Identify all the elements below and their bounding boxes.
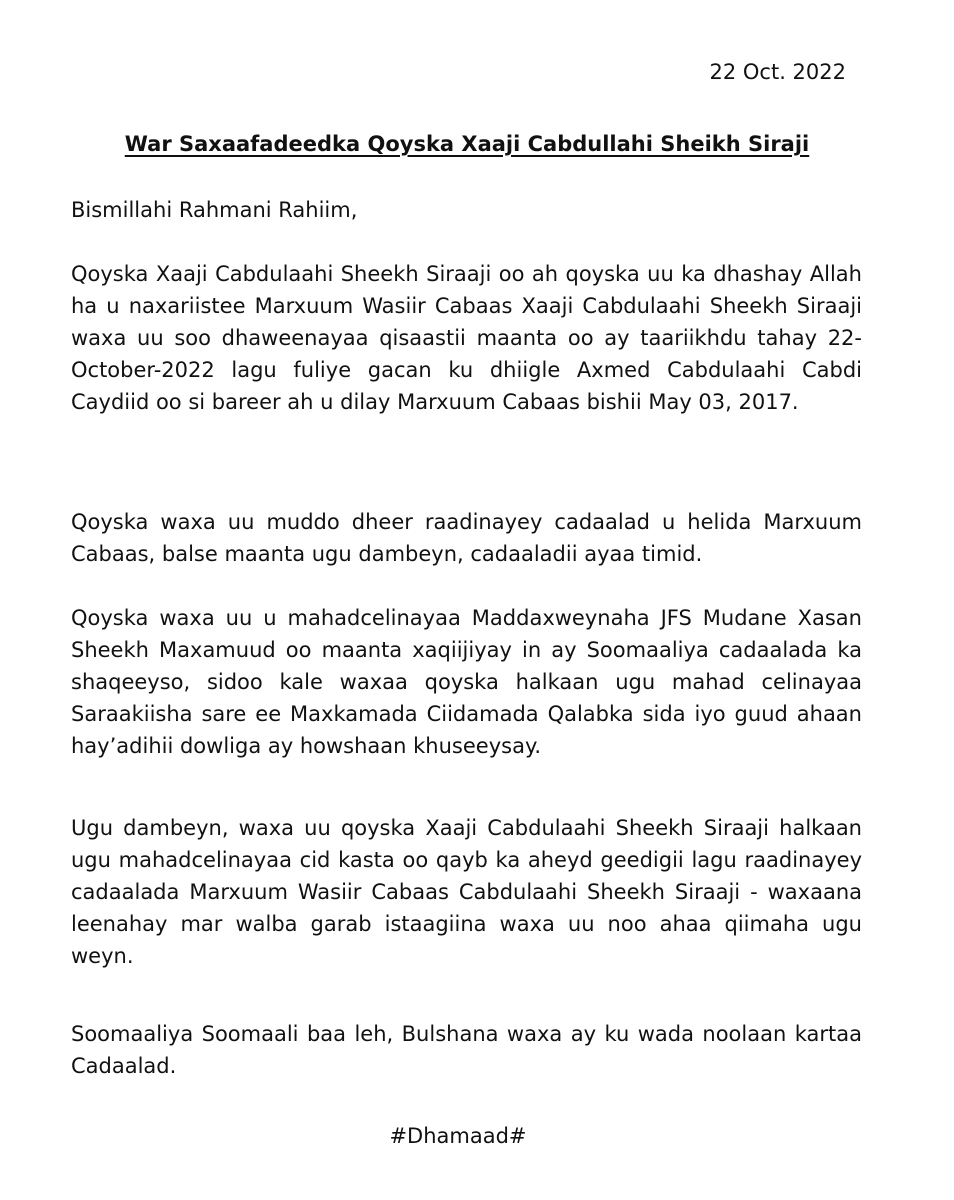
paragraph-1: Qoyska Xaaji Cabdulaahi Sheekh Siraaji oo ah qoyska uu ka dhashay Allah ha u naxariistee Marxuum Wasiir Cabaas Xaaji Cabdulaahi Sheekh Siraaji waxa uu soo dhaweenayaa qisaastii maanta oo ay taariikhdu tahay 22-October-2022 lagu fuliye gacan ku dhiigle Axmed Cabdulaahi Cabdi Caydiid oo si bareer ah u dilay Marxuum Cabaas bishii May 03, 2017. <box>71 262 862 414</box>
paragraph-3: Qoyska waxa uu u mahadcelinayaa Maddaxweynaha JFS Mudane Xasan Sheekh Maxamuud oo maanta xaqiijiyay in ay Soomaaliya cadaalada ka shaqeeyso, sidoo kale waxaa qoyska halkaan ugu mahad celinayaa Saraakiisha sare ee Maxkamada Ciidamada Qalabka sida iyo guud ahaan hay’adihii dowliga ay howshaan khuseeysay. <box>71 606 862 758</box>
paragraph-5: Soomaaliya Soomaali baa leh, Bulshana waxa ay ku wada noolaan kartaa Cadaalad. <box>71 1022 862 1078</box>
closing-mark: #Dhamaad# <box>389 1124 527 1148</box>
greeting: Bismillahi Rahmani Rahiim, <box>71 198 358 222</box>
paragraph-2: Qoyska waxa uu muddo dheer raadinayey cadaalad u helida Marxuum Cabaas, balse maanta ugu dambeyn, cadaaladii ayaa timid. <box>71 510 862 566</box>
paragraph-4: Ugu dambeyn, waxa uu qoyska Xaaji Cabdulaahi Sheekh Siraaji halkaan ugu mahadcelinayaa cid kasta oo qayb ka aheyd geedigii lagu raadinayey cadaalada Marxuum Wasiir Cabaas Cabdulaahi Sheekh Siraaji - waxaana leenahay mar walba garab istaagiina waxa uu noo ahaa qiimaha ugu weyn. <box>71 816 862 968</box>
document-date: 22 Oct. 2022 <box>709 60 846 84</box>
document-title: War Saxaafadeedka Qoyska Xaaji Cabdullahi Sheikh Siraji <box>124 132 810 156</box>
